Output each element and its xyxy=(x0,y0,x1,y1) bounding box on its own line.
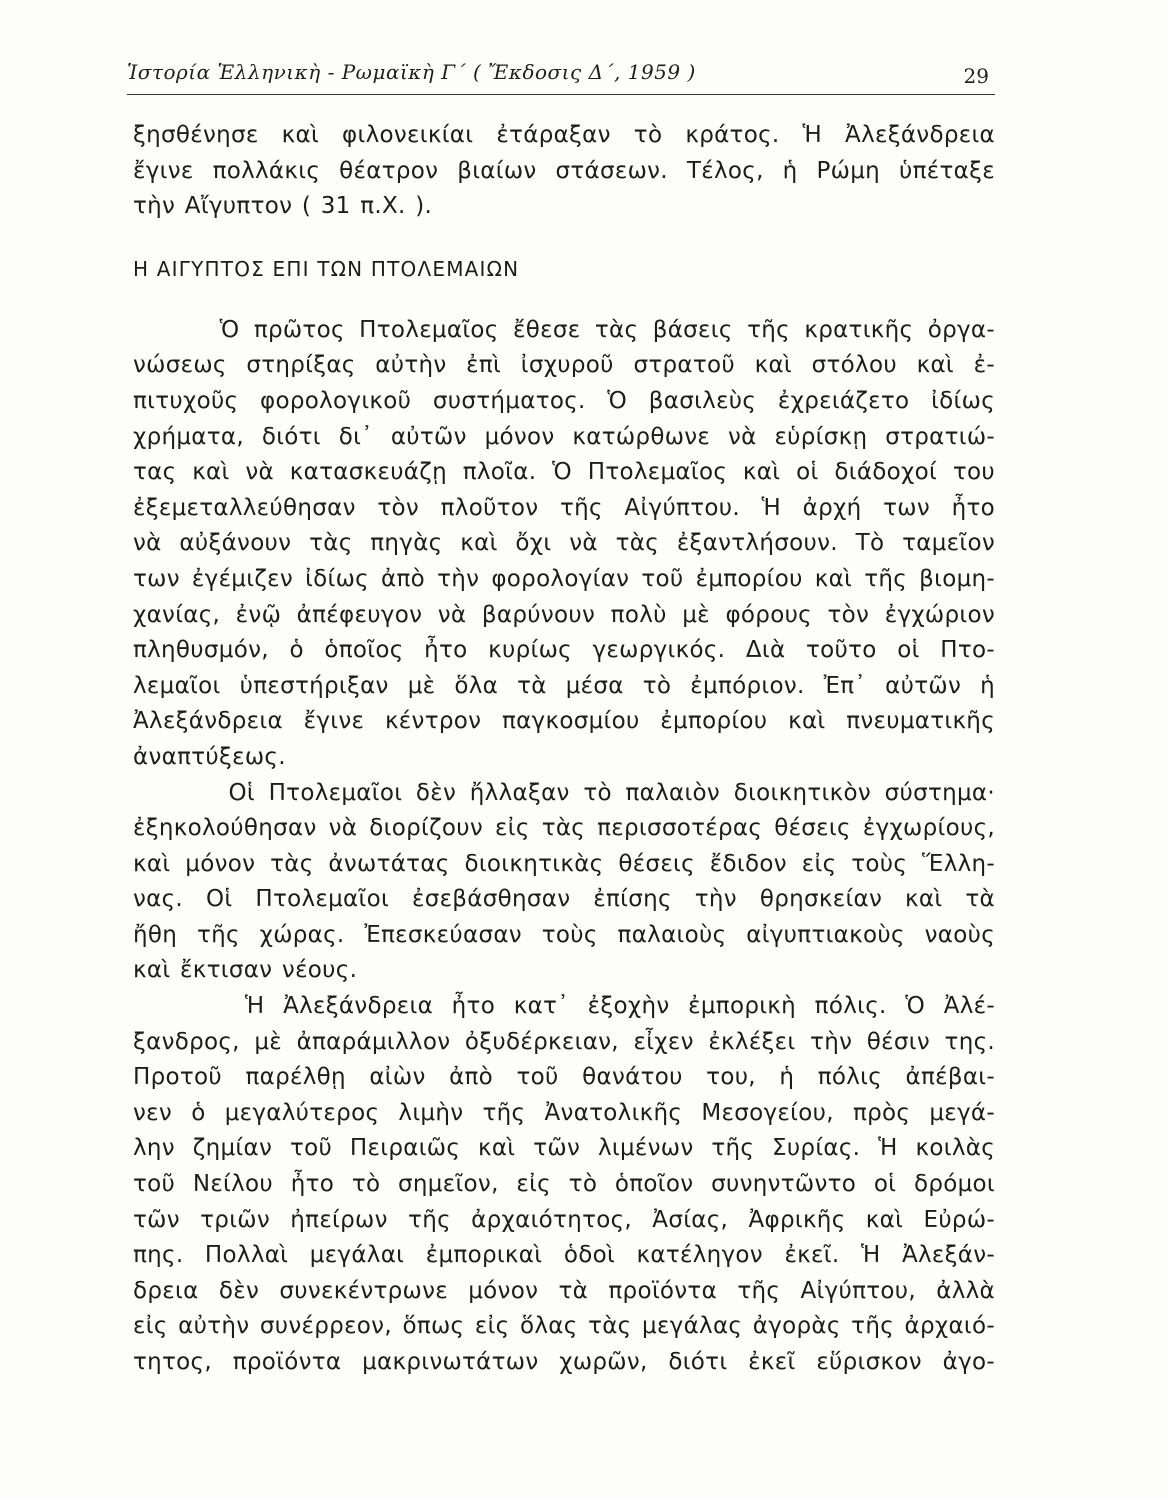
paragraph-2 xyxy=(133,776,995,990)
text-line: ἔγινε πολλάκις θέατρον βιαίων στάσεων. Τέλος, ἡ Ρώμη ὑπέταξε xyxy=(133,157,995,184)
page-number: 29 xyxy=(963,64,989,88)
section-heading: Η ΑΙΓΥΠΤΟΣ ΕΠΙ ΤΩΝ ΠΤΟΛΕΜΑΙΩΝ xyxy=(133,256,520,281)
page-header xyxy=(127,56,995,100)
text-line: χρήματα, διότι δι᾽ αὐτῶν μόνον κατώρθωνε νὰ εὑρίσκῃ στρατιώ- xyxy=(133,423,995,450)
text-line: ἤθη τῆς χώρας. Ἐπεσκεύασαν τοὺς παλαιοὺς αἰγυπτιακοὺς ναοὺς xyxy=(133,921,995,948)
spacer xyxy=(133,289,995,313)
text-line: καὶ ἔκτισαν νέους. xyxy=(133,957,358,984)
running-head: Ἱστορία Ἑλληνικὴ - Ρωμαϊκὴ Γ΄ ( Ἔκδοσις Δ΄, 1959 ) xyxy=(127,60,696,84)
text-line: Προτοῦ παρέλθῃ αἰὼν ἀπὸ τοῦ θανάτου του, ἡ πόλις ἀπέβαι- xyxy=(133,1064,995,1091)
text-line: Ὁ πρῶτος Πτολεμαῖος ἔθεσε τὰς βάσεις τῆς κρατικῆς ὀργα- xyxy=(133,316,995,343)
text-line: Ἀλεξάνδρεια ἔγινε κέντρον παγκοσμίου ἐμπορίου καὶ πνευματικῆς xyxy=(133,708,995,735)
text-line: τας καὶ νὰ κατασκευάζῃ πλοῖα. Ὁ Πτολεμαῖος καὶ οἱ διάδοχοί του xyxy=(133,459,995,486)
paragraph-1 xyxy=(133,313,995,776)
text-line: λην ζημίαν τοῦ Πειραιῶς καὶ τῶν λιμένων τῆς Συρίας. Ἡ κοιλὰς xyxy=(133,1135,995,1162)
spacer xyxy=(133,225,995,249)
text-line: τῶν τριῶν ἠπείρων τῆς ἀρχαιότητος, Ἀσίας, Ἀφρικῆς καὶ Εὐρώ- xyxy=(133,1206,995,1233)
header-rule xyxy=(127,94,995,95)
text-line: ξανδρος, μὲ ἀπαράμιλλον ὀξυδέρκειαν, εἶχεν ἐκλέξει τὴν θέσιν της. xyxy=(133,1028,995,1055)
text-line: λεμαῖοι ὑπεστήριξαν μὲ ὅλα τὰ μέσα τὸ ἐμπόριον. Ἐπ᾽ αὐτῶν ἡ xyxy=(133,672,995,699)
text-line: τὴν Αἴγυπτον ( 31 π.Χ. ). xyxy=(133,193,433,220)
paragraph-3 xyxy=(133,989,995,1381)
text-line: νεν ὁ μεγαλύτερος λιμὴν τῆς Ἀνατολικῆς Μεσογείου, πρὸς μεγά- xyxy=(133,1099,995,1126)
text-line: νώσεως στηρίξας αὐτὴν ἐπὶ ἰσχυροῦ στρατοῦ καὶ στόλου καὶ ἐ- xyxy=(133,352,995,379)
text-line: χανίας, ἐνῷ ἀπέφευγον νὰ βαρύνουν πολὺ μὲ φόρους τὸν ἐγχώριον xyxy=(133,601,995,628)
text-line: εἰς αὐτὴν συνέρρεον, ὅπως εἰς ὅλας τὰς μεγάλας ἀγορὰς τῆς ἀρχαιό- xyxy=(133,1313,995,1340)
text-line: ἀναπτύξεως. xyxy=(133,743,286,770)
intro-paragraph xyxy=(133,118,995,225)
text-line: των ἐγέμιζεν ἰδίως ἀπὸ τὴν φορολογίαν τοῦ ἐμπορίου καὶ τῆς βιομη- xyxy=(133,565,995,592)
text-line: Οἱ Πτολεμαῖοι δὲν ἤλλαξαν τὸ παλαιὸν διοικητικὸν σύστημα· xyxy=(133,779,995,806)
text-line: καὶ μόνον τὰς ἀνωτάτας διοικητικὰς θέσεις ἔδιδον εἰς τοὺς Ἕλλη- xyxy=(133,850,995,877)
text-line: νας. Οἱ Πτολεμαῖοι ἐσεβάσθησαν ἐπίσης τὴν θρησκείαν καὶ τὰ xyxy=(133,886,995,913)
text-line: ἐξηκολούθησαν νὰ διορίζουν εἰς τὰς περισσοτέρας θέσεις ἐγχωρίους, xyxy=(133,815,995,842)
text-line: ξησθένησε καὶ φιλονεικίαι ἐτάραξαν τὸ κράτος. Ἡ Ἀλεξάνδρεια xyxy=(133,122,995,148)
text-line: τητος, προϊόντα μακρινωτάτων χωρῶν, διότι ἐκεῖ εὕρισκον ἀγο- xyxy=(133,1349,995,1375)
text-line: νὰ αὐξάνουν τὰς πηγὰς καὶ ὄχι νὰ τὰς ἐξαντλήσουν. Τὸ ταμεῖον xyxy=(133,530,995,557)
text-line: πιτυχοῦς φορολογικοῦ συστήματος. Ὁ βασιλεὺς ἐχρειάζετο ἰδίως xyxy=(133,387,995,414)
text-line: πληθυσμόν, ὁ ὁποῖος ἦτο κυρίως γεωργικός. Διὰ τοῦτο οἱ Πτο- xyxy=(133,637,995,664)
text-line: τοῦ Νείλου ἦτο τὸ σημεῖον, εἰς τὸ ὁποῖον συνηντῶντο οἱ δρόμοι xyxy=(133,1171,995,1198)
text-line: δρεια δὲν συνεκέντρωνε μόνον τὰ προϊόντα τῆς Αἰγύπτου, ἀλλὰ xyxy=(133,1277,995,1304)
text-line: πης. Πολλαὶ μεγάλαι ἐμπορικαὶ ὁδοὶ κατέληγον ἐκεῖ. Ἡ Ἀλεξάν- xyxy=(133,1242,995,1269)
text-line: Ἡ Ἀλεξάνδρεια ἦτο κατ᾽ ἐξοχὴν ἐμπορικὴ πόλις. Ὁ Ἀλέ- xyxy=(133,993,995,1020)
text-line: ἐξεμεταλλεύθησαν τὸν πλοῦτον τῆς Αἰγύπτου. Ἡ ἀρχή των ἦτο xyxy=(133,494,995,521)
body-text xyxy=(133,118,995,1381)
